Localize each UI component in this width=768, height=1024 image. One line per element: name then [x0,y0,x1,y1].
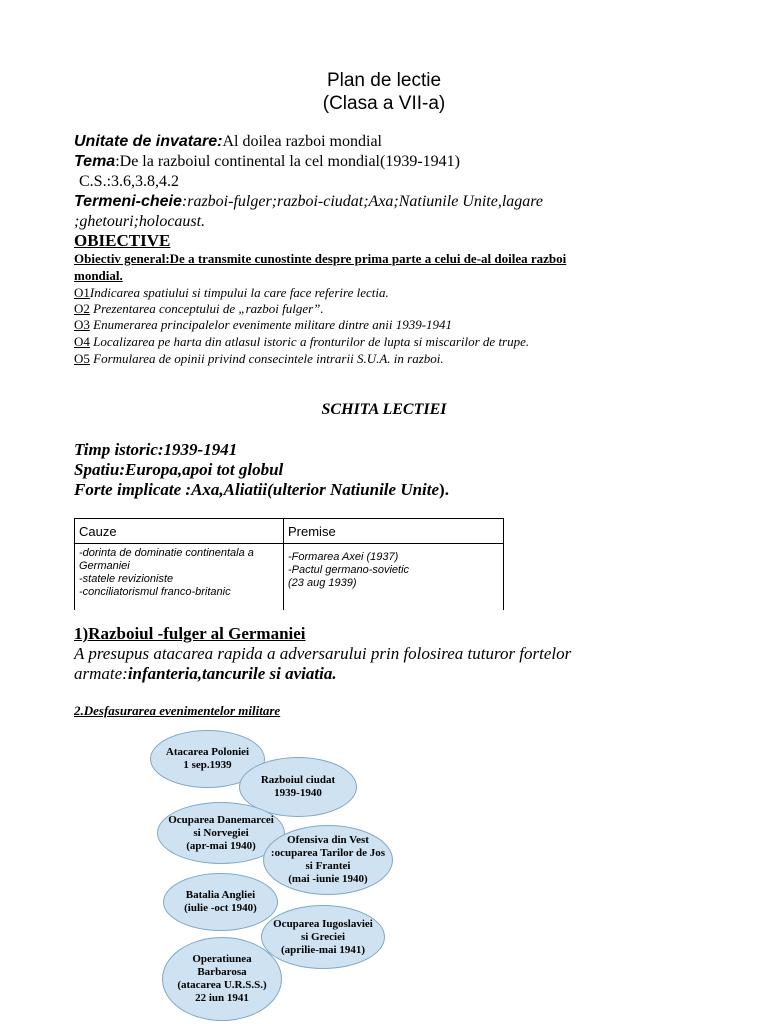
event-line: (iulie -oct 1940) [184,902,257,914]
event-line: Ocuparea Danemarcei [168,813,274,826]
objective-code: O2 [74,301,90,316]
section1-bold: infanteria,tancurile si aviatia. [127,664,337,683]
obiectiv-general: Obiectiv general:De a transmite cunostinte despre prima parte a celui de-al doilea razboi [74,251,567,266]
premisa-item: (23 aug 1939) [288,577,357,589]
unitate-value: Al doilea razboi mondial [222,133,382,150]
cauza-item: -dorinta de dominatie continentala a [79,547,254,559]
event-line: 1939-1940 [274,787,322,799]
event-ellipse [163,873,278,931]
objective-text: Prezentarea conceptului de „razboi fulger”. [89,301,324,316]
tema-line [74,153,460,171]
section2-heading: 2.Desfasurarea evenimentelor militare [74,703,281,718]
objective-text: Indicarea spatiului si timpului la care face referire lectia. [89,285,389,300]
timp-istoric: Timp istoric:1939-1941 [74,440,238,459]
event-ellipse [261,905,385,969]
event-line: Barbarosa [197,966,247,978]
event-ellipse [162,937,282,1021]
termeni-value-cont: ;ghetouri;holocaust. [74,213,206,230]
cauza-item: -statele revizioniste [79,573,174,585]
unitate-line [74,133,382,151]
tema-value: :De la razboiul continental la cel mondial(1939-1941) [115,153,460,170]
table-row [75,544,504,611]
objective-o5 [74,351,444,367]
event-line: Operatiunea [192,953,252,965]
tema-label: Tema [74,153,116,170]
spatiu: Spatiu:Europa,apoi tot globul [74,460,284,479]
cell-cauze [75,544,284,611]
event-ellipse [263,825,393,895]
event-line: :ocuparea Tarilor de Jos [270,847,386,859]
forte-suffix: ). [439,480,449,499]
premisa-item: -Pactul germano-sovietic [288,564,410,576]
event-line: 1 sep.1939 [183,759,232,771]
event-line: Batalia Angliei [185,889,256,901]
unitate-label: Unitate de invatare: [74,133,223,150]
termeni-value: :razboi-fulger;razboi-ciudat;Axa;Natiunile Unite,lagare [181,193,544,210]
event-line: Ofensiva din Vest [287,834,369,846]
table-header-row [75,519,504,544]
objective-text: Localizarea pe harta din atlasul istoric a fronturilor de lupta si miscarilor de trupe. [89,334,530,349]
event-line: (atacarea U.R.S.S.) [177,979,267,991]
header-premise: Premise [284,519,504,544]
cauza-item: Germaniei [79,560,130,572]
objective-code: O3 [74,317,90,332]
objective-code: O5 [74,351,90,366]
event-line: (aprilie-mai 1941) [280,943,365,956]
section1-text: A presupus atacarea rapida a adversarului prin folosirea tuturor fortelor [74,644,572,663]
section1-heading: 1)Razboiul -fulger al Germaniei [74,624,306,643]
schita-heading: SCHITA LECTIEI [321,401,447,418]
cauze-premise-table [74,518,504,610]
forte-text: Forte implicate :Axa,Aliatii(ulterior Natiunile Unite [74,480,440,499]
objective-o2 [74,301,324,317]
objective-code: O4 [74,334,90,349]
event-line: Razboiul ciudat [260,774,336,786]
section1-text-cont [74,664,337,684]
document-subtitle: (Clasa a VII-a) [322,93,446,114]
forte-line [74,480,449,500]
obiectiv-general-cont: mondial. [74,268,123,283]
header-cauze: Cauze [75,519,284,544]
document-title: Plan de lectie [326,70,442,91]
cauza-item: -conciliatorismul franco-britanic [79,586,231,598]
objective-o3 [74,317,452,333]
cs-line: C.S.:3.6,3.8,4.2 [79,173,180,190]
event-line: Ocuparea Iugoslaviei [273,917,373,930]
objective-text: Enumerarea principalelor evenimente militare dintre anii 1939-1941 [89,317,453,332]
event-line: si Frantei [305,860,351,872]
event-line: Atacarea Poloniei [165,746,250,758]
event-line: si Norvegiei [193,826,249,839]
objective-o1 [74,285,389,301]
premisa-item: -Formarea Axei (1937) [288,551,399,563]
event-line: si Greciei [300,930,346,943]
termeni-line [74,193,543,211]
event-line: (mai -iunie 1940) [288,873,368,885]
event-line: 22 iun 1941 [195,992,249,1004]
objective-o4 [74,334,529,350]
obiective-heading: OBIECTIVE [74,231,171,250]
event-line: (apr-mai 1940) [186,839,256,852]
objective-code: O1 [74,285,90,300]
objective-text: Formularea de opinii privind consecintele intrarii S.U.A. in razboi. [89,351,444,366]
termeni-label: Termeni-cheie [74,193,182,210]
cell-premise [284,544,504,611]
section1-prefix: armate: [74,664,128,683]
